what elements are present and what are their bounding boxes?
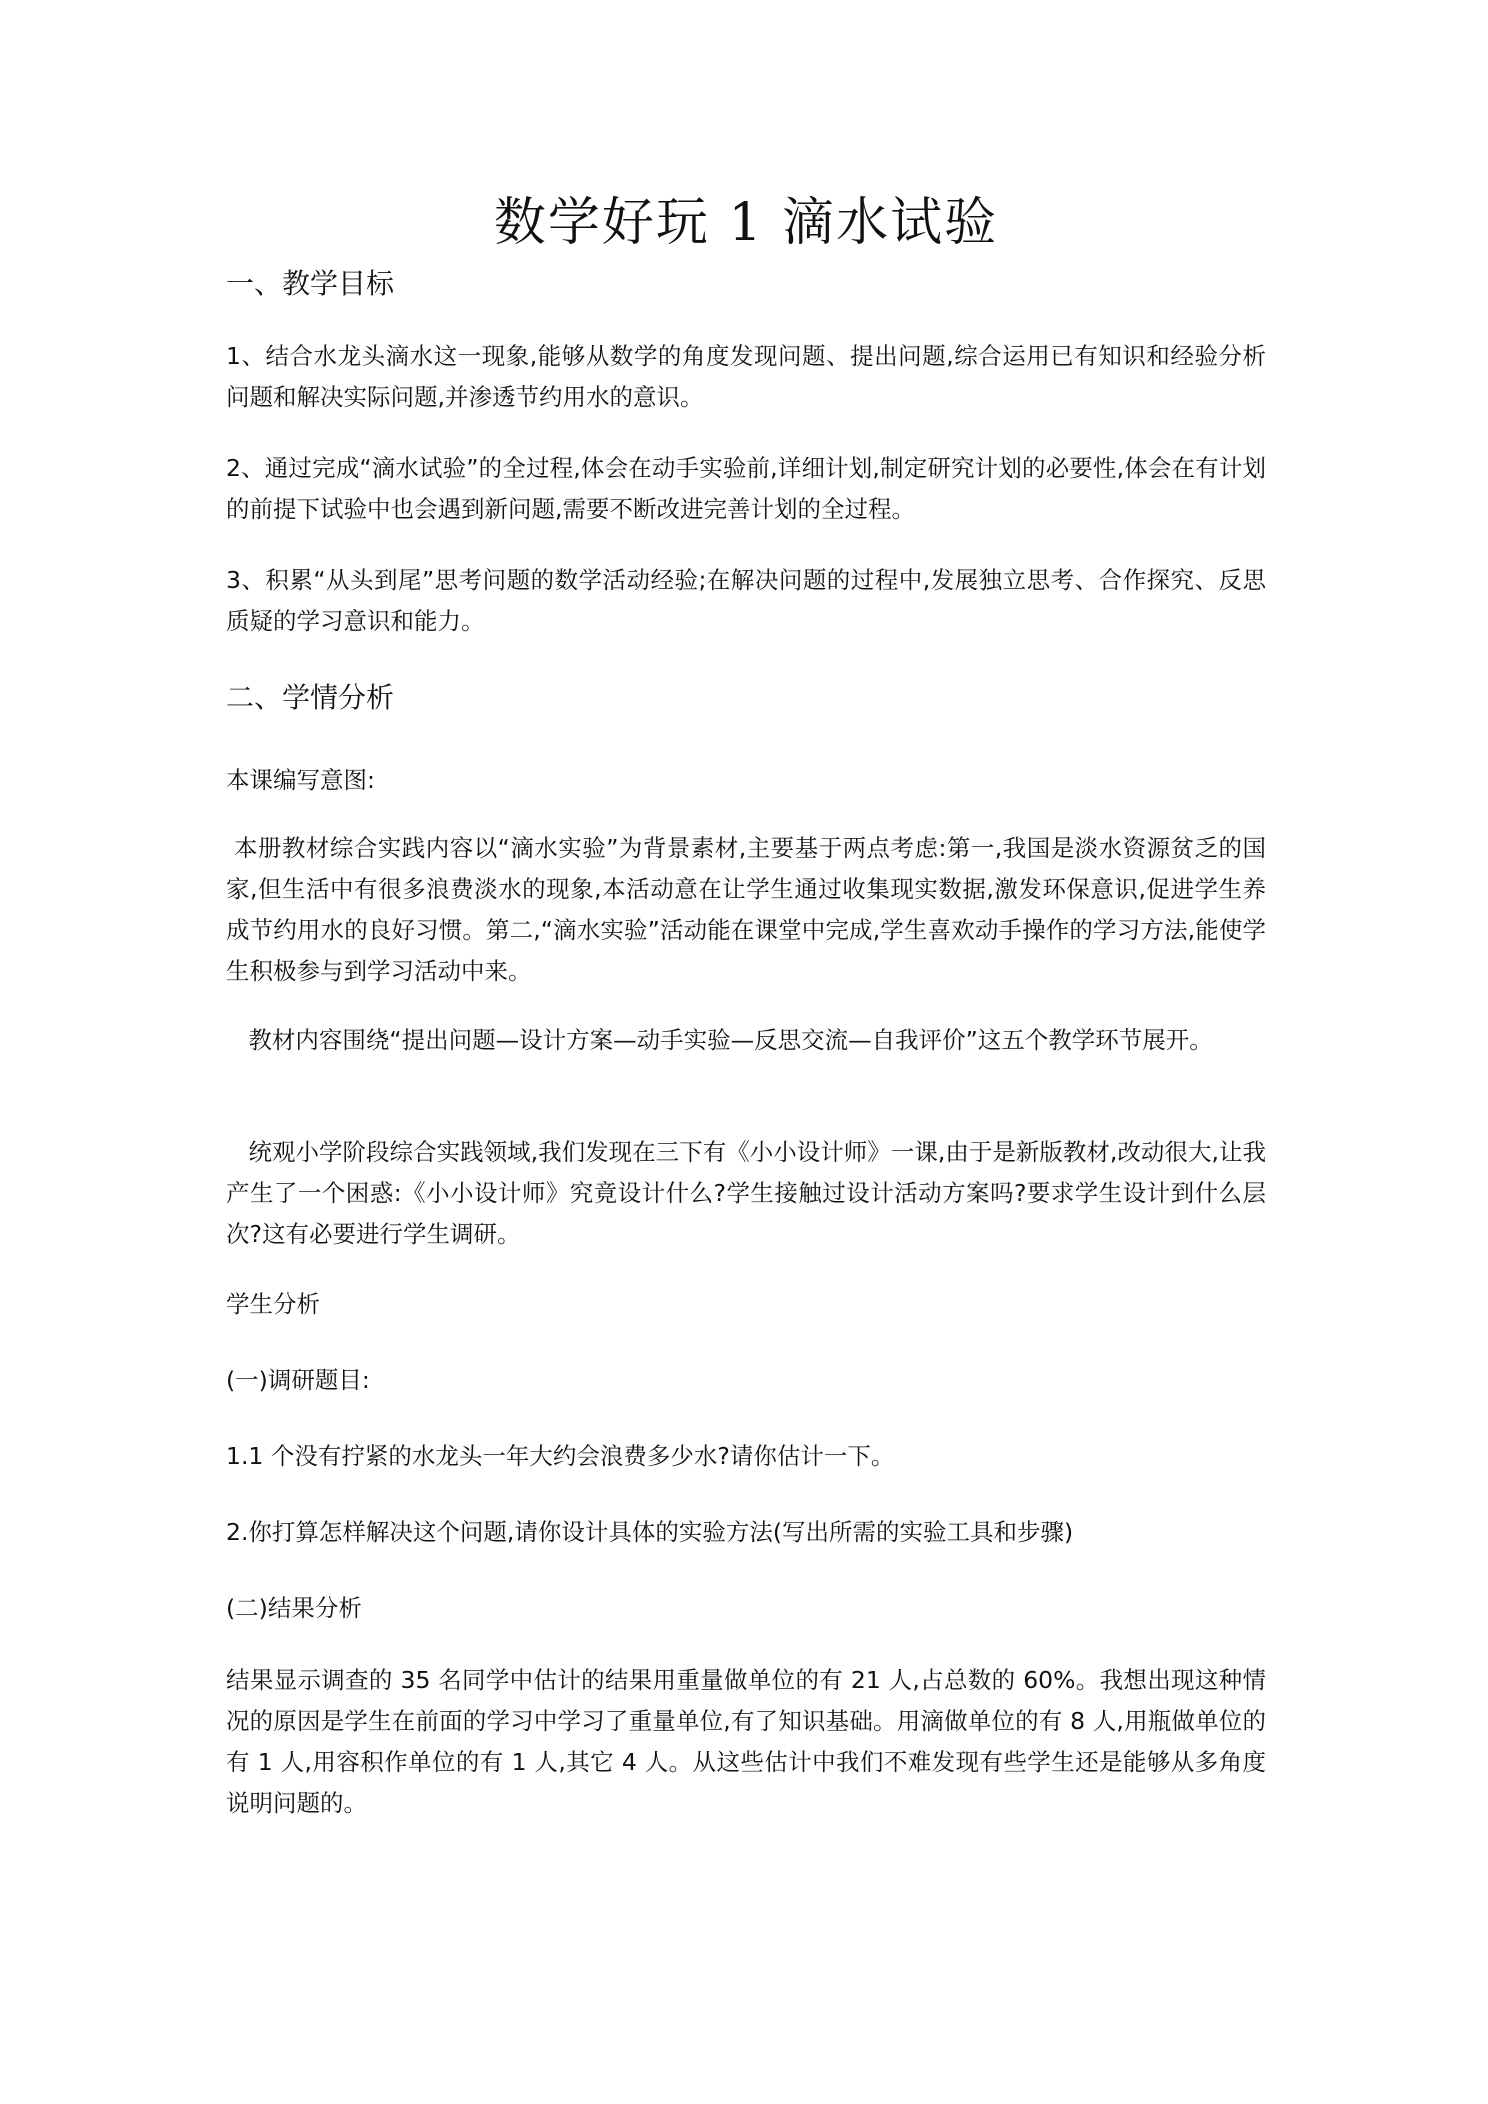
- intent-paragraph-1: 本册教材综合实践内容以“滴水实验”为背景素材,主要基于两点考虑:第一,我国是淡水资源贫乏的国家,但生活中有很多浪费淡水的现象,本活动意在让学生通过收集现实数据,激发环保意识,促进学生养成节约用水的良好习惯。第二,“滴水实验”活动能在课堂中完成,学生喜欢动手操作的学习方法,能使学生积极参与到学习活动中来。: [226, 834, 1266, 985]
- goal-item-3: 3、积累“从头到尾”思考问题的数学活动经验;在解决问题的过程中,发展独立思考、合作探究、反思质疑的学习意识和能力。: [226, 566, 1266, 635]
- goal-item-2: 2、通过完成“滴水试验”的全过程,体会在动手实验前,详细计划,制定研究计划的必要性,体会在有计划的前提下试验中也会遇到新问题,需要不断改进完善计划的全过程。: [226, 454, 1266, 523]
- result-label: (二)结果分析: [226, 1594, 362, 1622]
- result-paragraph: 结果显示调查的 35 名同学中估计的结果用重量做单位的有 21 人,占总数的 60%。我想出现这种情况的原因是学生在前面的学习中学习了重量单位,有了知识基础。用滴做单位的有 8 人,用瓶做单位的有 1 人,用容积作单位的有 1 人,其它 4 人。从这些估计中我们不难发现有些学生还是能够从多角度说明问题的。: [226, 1666, 1266, 1817]
- intent-label: 本课编写意图:: [226, 766, 375, 794]
- student-analysis-label: 学生分析: [226, 1290, 320, 1318]
- survey-question-2: 2.你打算怎样解决这个问题,请你设计具体的实验方法(写出所需的实验工具和步骤): [226, 1518, 1074, 1546]
- section-heading-learning-analysis: 二、学情分析: [226, 681, 395, 714]
- section-heading-teaching-goals: 一、教学目标: [226, 267, 395, 300]
- survey-question-1: 1.1 个没有拧紧的水龙头一年大约会浪费多少水?请你估计一下。: [226, 1442, 895, 1470]
- survey-label: (一)调研题目:: [226, 1366, 370, 1394]
- intent-paragraph-2: 教材内容围绕“提出问题—设计方案—动手实验—反思交流—自我评价”这五个教学环节展开。: [226, 1026, 1213, 1054]
- goal-item-1: 1、结合水龙头滴水这一现象,能够从数学的角度发现问题、提出问题,综合运用已有知识和经验分析问题和解决实际问题,并渗透节约用水的意识。: [226, 342, 1266, 411]
- document-title: 数学好玩 1 滴水试验: [493, 193, 999, 253]
- intent-paragraph-3: 统观小学阶段综合实践领域,我们发现在三下有《小小设计师》一课,由于是新版教材,改动很大,让我产生了一个困惑:《小小设计师》究竟设计什么?学生接触过设计活动方案吗?要求学生设计到什么层次?这有必要进行学生调研。: [226, 1138, 1266, 1248]
